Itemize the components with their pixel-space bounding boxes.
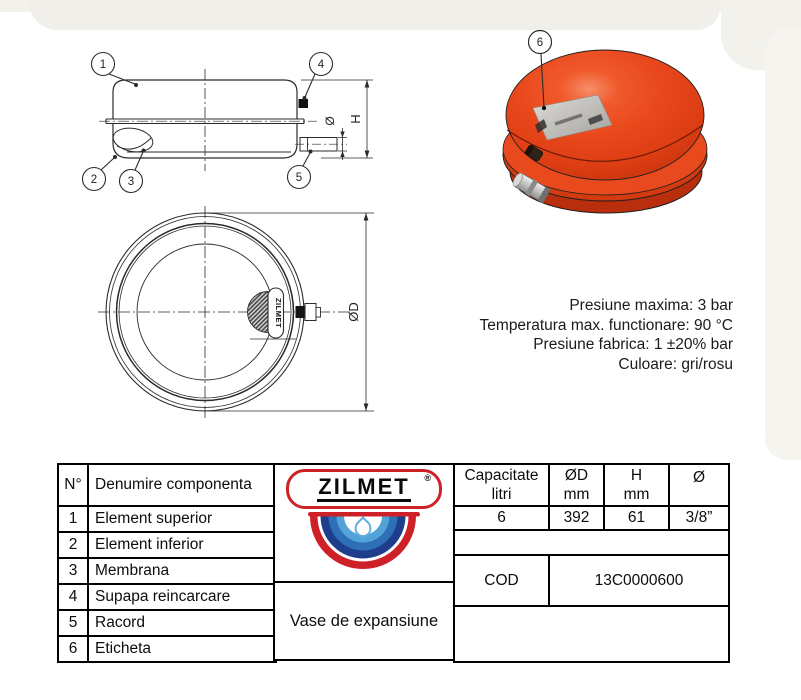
component-name: Element superior [88,506,276,532]
header-no: N° [58,464,88,506]
spec-line-precharge: Presiune fabrica: 1 ±20% bar [533,336,733,353]
empty-cell [454,530,729,555]
component-no: 1 [58,506,88,532]
header-component: Denumire componenta [88,464,276,506]
zilmet-wordmark: ZILMET [317,476,410,502]
callout-2 [83,168,106,191]
fitting-drawing [295,138,347,152]
spec-line-pressure: Presiune maxima: 3 bar [569,297,733,314]
callout-5 [288,166,311,189]
table-row [58,610,276,636]
component-no: 3 [58,558,88,584]
table-row [58,584,276,610]
value-od: 392 [549,506,604,530]
membrane-cutaway [111,125,154,155]
table-row [454,530,729,555]
component-no: 5 [58,610,88,636]
product-name-cell: Vase de expansiune [273,581,455,661]
table-row [454,506,729,530]
empty-cell [454,606,729,662]
cod-value-cell: 13C0000600 [549,555,729,606]
table-row [58,532,276,558]
spec-line-color: Culoare: gri/rosu [618,355,733,373]
header-capacity: Capacitate litri [454,464,549,506]
valve-drawing [299,99,309,108]
component-name: Racord [88,610,276,636]
brand-column [273,463,455,661]
svg-text:5: 5 [295,172,303,184]
value-h: 61 [604,506,669,530]
value-capacity: 6 [454,506,549,530]
component-name: Membrana [88,558,276,584]
top-view-drawing [90,200,390,435]
zilmet-drop-icon [275,510,453,570]
components-table [57,463,277,663]
table-row [454,606,729,662]
svg-text:3: 3 [127,176,135,188]
component-name: Supapa reincarcare [88,584,276,610]
callout-3 [120,170,143,193]
dim-label-h: H [348,114,363,124]
value-port: 3/8” [669,506,729,530]
zilmet-logo [273,463,455,583]
mini-logo-text: ZILMET [274,297,283,329]
component-no: 4 [58,584,88,610]
table-header-row [58,464,276,506]
component-no: 6 [58,636,88,662]
svg-text:2: 2 [90,174,98,186]
vessel-photo [455,15,755,215]
dim-label-port: Ø [323,116,337,126]
dim-label-od: ØD [346,302,361,322]
callout-1 [92,53,115,76]
cod-label-cell: COD [454,555,549,606]
svg-text:6: 6 [536,37,544,49]
svg-text:4: 4 [317,59,325,71]
component-name: Element inferior [88,532,276,558]
component-no: 2 [58,532,88,558]
table-row [454,555,729,606]
svg-text:1: 1 [99,59,107,71]
side-view-drawing [55,35,395,205]
table-row [58,506,276,532]
specifications [480,296,733,374]
header-od: ØD mm [549,464,604,506]
header-port: Ø [669,464,729,506]
zilmet-wordmark-pill [286,469,442,509]
header-h: H mm [604,464,669,506]
table-row [58,558,276,584]
component-name: Eticheta [88,636,276,662]
values-table [453,463,730,663]
table-header-row [454,464,729,506]
parts-table [57,463,728,661]
valve-top-view [294,303,321,321]
scan-artifact [765,28,801,460]
table-row [58,636,276,662]
callout-4 [310,53,333,76]
registered-mark: ® [424,473,431,483]
spec-line-temperature: Temperatura max. functionare: 90 °C [479,316,733,334]
